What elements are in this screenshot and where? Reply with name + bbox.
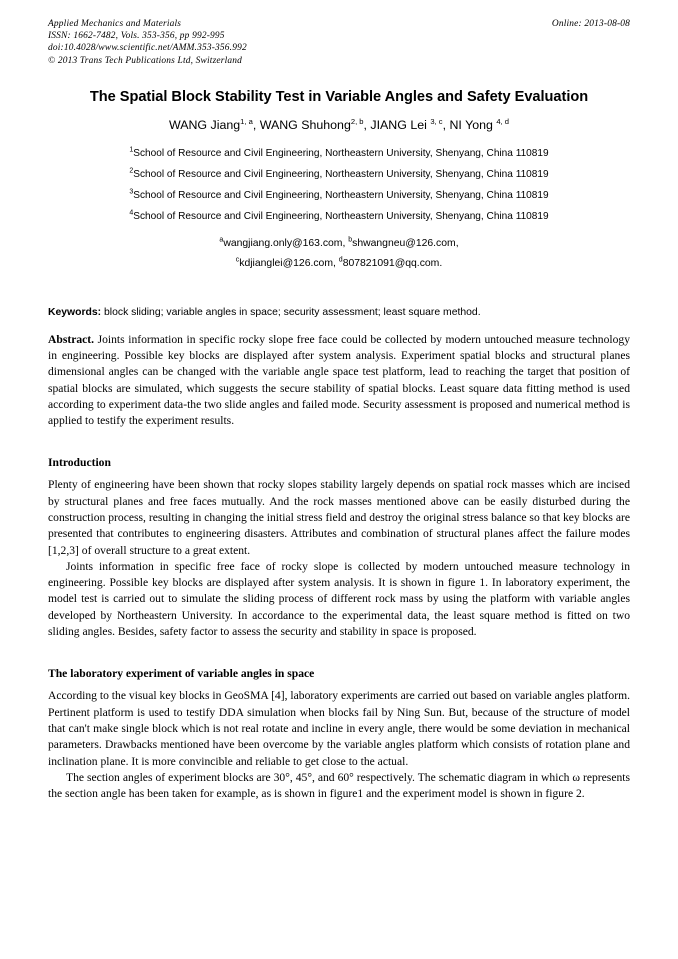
affiliation-text: School of Resource and Civil Engineering, Northeastern University, Shenyang, China 110819 [133,211,549,223]
keywords-line [48,306,630,320]
email-line [48,234,630,254]
doi-line: doi:10.4028/www.scientific.net/AMM.353-356.992 [48,43,247,54]
section-heading: Introduction [48,456,111,470]
affiliation-text: School of Resource and Civil Engineering, Northeastern University, Shenyang, China 110819 [133,169,549,181]
author-separator: , [252,117,260,132]
copyright-line: © 2013 Trans Tech Publications Ltd, Switzerland [48,55,243,66]
email-address[interactable]: kdjianglei@126.com, [239,257,336,269]
author-separator: , [363,117,371,132]
masthead [48,18,630,67]
author-list [48,117,630,133]
affiliation-marker: 2 [129,167,134,175]
masthead-journal-info [48,18,247,67]
paper-title: The Spatial Block Stability Test in Variable Angles and Safety Evaluation [89,88,589,105]
journal-name: Applied Mechanics and Materials [48,19,182,29]
email-marker: c [235,256,240,264]
affiliation-marker: 3 [129,188,134,196]
email-list [48,234,630,274]
body-paragraph: According to the visual key blocks in GeoSMA [4], laboratory experiments are carried out based on variable angles platform. Pertinent platform is used to testify DDA simulation when blocks fail by Ning Sun. But, because of the structure of model that can't make single block which is not real rotate and incline in every angle, there would be some deviation in mechanical parameters. Drawbacks mentioned have been overcome by the variable angles platform which consists of rotation plane and inclination plane. It is more convincible and reliable to get close to the actual. [48,689,630,768]
author-affiliation-marker: 1, a [240,116,253,126]
email-address[interactable]: 807821091@qq.com. [342,257,443,269]
affiliation-text: School of Resource and Civil Engineering, Northeastern University, Shenyang, China 110819 [133,190,549,202]
email-address[interactable]: wangjiang.only@163.com, [223,237,346,249]
online-date: Online: 2013-08-08 [551,19,630,29]
author-name: WANG Shuhong [259,117,351,132]
section-list [48,455,630,802]
keywords-label: Keywords: [48,306,102,318]
abstract-paragraph [48,332,630,430]
abstract-label: Abstract. [48,332,95,346]
body-paragraph: Plenty of engineering have been shown that rocky slopes stability largely depends on spatial rock masses which are incised by structural planes and free faces mutually. And the rock masses mentioned above can be easily disturbed during the construction process, resulting in changing the initial stress field and destroy the original stress balance so that key blocks are presented that contributes to engineering disasters. Attributes and combination of structural planes affect the failure modes [1,2,3] of overall structure to a great extent. [48,478,630,557]
email-marker: d [338,256,343,264]
abstract-text: Joints information in specific rocky slope free face could be collected by modern untouched measure technology in engineering. Possible key blocks are displayed after system analysis. Experiment spatial blocks and structural planes dimensional angles can be changed with the variable angle space test platform, lead to reaching the target that position of spatial blocks are simulated, which suggests the secure stability of spatial blocks. Least square data fitting method is used according to experiment data-the two slide angles and failed mode. Security assessment is proposed and numerical method is applied to testify the experiment results. [48,332,630,428]
keywords-text: block sliding; variable angles in space; security assessment; least square method. [104,306,481,318]
author-affiliation-marker: 2, b [350,116,364,126]
affiliation-item [48,206,630,227]
email-line [48,254,630,274]
affiliation-text: School of Resource and Civil Engineering, Northeastern University, Shenyang, China 110819 [133,147,549,159]
email-address[interactable]: shwangneu@126.com, [352,237,459,249]
author-affiliation-marker: 3, c [430,116,443,126]
author-name: JIANG Lei [370,117,431,132]
affiliation-marker: 1 [129,146,134,154]
author-separator: , [442,117,450,132]
affiliation-marker: 4 [129,210,134,218]
affiliation-item [48,185,630,206]
affiliation-list [48,143,630,228]
author-name: WANG Jiang [168,117,241,132]
affiliation-item [48,143,630,164]
author-affiliation-marker: 4, d [496,116,509,126]
issn-line: ISSN: 1662-7482, Vols. 353-356, pp 992-995 [48,31,225,42]
email-marker: b [348,236,353,244]
body-paragraph: Joints information in specific free face of rocky slope is collected by modern untouched measure technology in engineering. Possible key blocks are displayed after system analysis. It is shown in figure 1. In laboratory experiment, the model test is carried out to simulate the sliding process of different rock mass by using the platform with variable angles developed by Northeastern University. In accordance to the experimental data, the least square method is fitted on two sliding angles. Besides, safety factor to assess the security and stability in space is proposed. [48,559,630,639]
affiliation-item [48,164,630,185]
author-name: NI Yong [449,117,497,132]
email-marker: a [219,236,224,244]
body-paragraph: The section angles of experiment blocks are 30°, 45°, and 60° respectively. The schematic diagram in which ω represents the section angle has been taken for example, as is shown in figure1 and the experiment model is shown in figure 2. [48,770,630,801]
section-heading: The laboratory experiment of variable angles in space [48,667,315,681]
